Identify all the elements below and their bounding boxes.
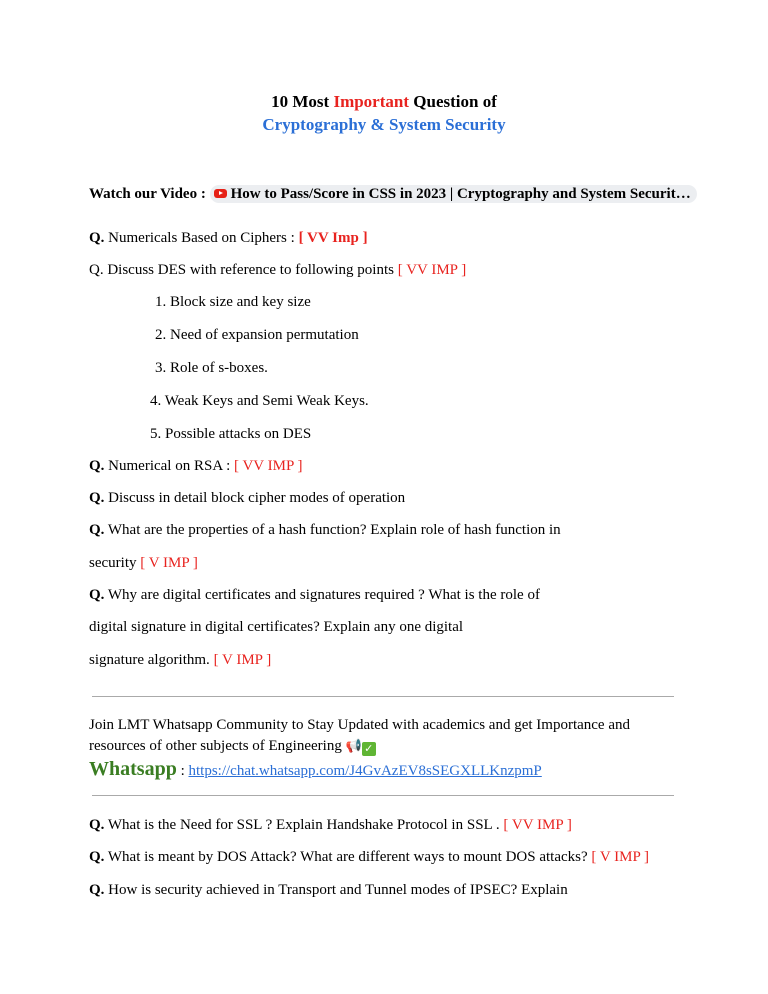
divider — [92, 696, 674, 697]
title-text-end: Question of — [409, 92, 497, 111]
video-link-text[interactable]: How to Pass/Score in CSS in 2023 | Cryptography and System Securit… — [230, 186, 691, 202]
q-text: Why are digital certificates and signatures required ? What is the role of — [104, 587, 540, 603]
question-ssl — [89, 816, 572, 834]
title-line-1 — [0, 92, 768, 112]
q-prefix: Q. — [89, 882, 105, 898]
question-dos — [89, 848, 649, 866]
title-line-2: Cryptography & System Security — [262, 115, 506, 134]
importance-tag: [ V IMP ] — [140, 555, 198, 571]
des-point: 2. Need of expansion permutation — [155, 327, 359, 343]
q-text: signature algorithm. — [89, 652, 214, 668]
separator: : — [176, 763, 189, 779]
q-text: Numerical on RSA : — [104, 458, 234, 474]
q-prefix: Q. — [89, 522, 105, 538]
q-prefix: Q. — [89, 817, 105, 833]
megaphone-icon: 📢 — [345, 739, 362, 754]
title-highlight: Important — [333, 92, 410, 111]
q-text: What is meant by DOS Attack? What are different ways to mount DOS attacks? — [104, 849, 592, 865]
q-prefix: Q. — [89, 230, 105, 246]
des-point: 1. Block size and key size — [155, 294, 311, 310]
q-text: Discuss DES with reference to following points — [103, 262, 398, 278]
question-modes — [89, 489, 405, 507]
check-icon: ✓ — [362, 742, 376, 756]
q-text: Discuss in detail block cipher modes of operation — [104, 490, 406, 506]
watch-video-label: Watch our Video : — [89, 186, 210, 202]
question-ipsec — [89, 881, 568, 899]
q-prefix: Q. — [89, 490, 105, 506]
importance-tag: [ V IMP ] — [591, 849, 650, 865]
des-point: 4. Weak Keys and Semi Weak Keys. — [150, 393, 369, 409]
watch-video-line — [89, 185, 697, 203]
community-text: resources of other subjects of Engineering — [89, 738, 346, 754]
q-text: What are the properties of a hash function? Explain role of hash function in — [104, 522, 561, 538]
q-text: security — [89, 555, 141, 571]
question-hash — [89, 521, 561, 539]
question-ciphers — [89, 229, 368, 247]
question-rsa — [89, 457, 302, 475]
question-des — [89, 261, 466, 279]
des-point: 5. Possible attacks on DES — [150, 426, 312, 442]
q-text: Numericals Based on Ciphers : — [104, 230, 299, 246]
q-text: How is security achieved in Transport and Tunnel modes of IPSEC? Explain — [104, 882, 568, 898]
question-cert-cont: digital signature in digital certificates? Explain any one digital — [89, 619, 464, 635]
question-hash-cont — [89, 554, 198, 572]
divider — [92, 795, 674, 796]
whatsapp-link[interactable]: https://chat.whatsapp.com/J4GvAzEV8sSEGXLLKnzpmP — [188, 763, 542, 779]
whatsapp-line — [89, 758, 542, 782]
question-cert — [89, 586, 540, 604]
importance-tag: [ V IMP ] — [213, 652, 272, 668]
importance-tag: [ VV IMP ] — [234, 458, 303, 474]
community-line-2 — [89, 737, 376, 756]
community-line-1: Join LMT Whatsapp Community to Stay Updated with academics and get Importance and — [89, 717, 630, 733]
q-prefix: Q. — [89, 849, 105, 865]
whatsapp-label: Whatsapp — [89, 758, 177, 780]
q-prefix: Q. — [89, 587, 105, 603]
des-point: 3. Role of s-boxes. — [155, 360, 268, 376]
q-prefix: Q. — [89, 262, 104, 278]
question-cert-cont — [89, 651, 271, 669]
q-text: What is the Need for SSL ? Explain Handshake Protocol in SSL . — [104, 817, 504, 833]
importance-tag: [ VV Imp ] — [298, 230, 368, 246]
youtube-icon — [214, 189, 227, 198]
q-prefix: Q. — [89, 458, 105, 474]
importance-tag: [ VV IMP ] — [397, 262, 467, 278]
video-link-chip[interactable] — [210, 185, 697, 203]
title-text: 10 Most — [271, 92, 334, 111]
importance-tag: [ VV IMP ] — [503, 817, 572, 833]
